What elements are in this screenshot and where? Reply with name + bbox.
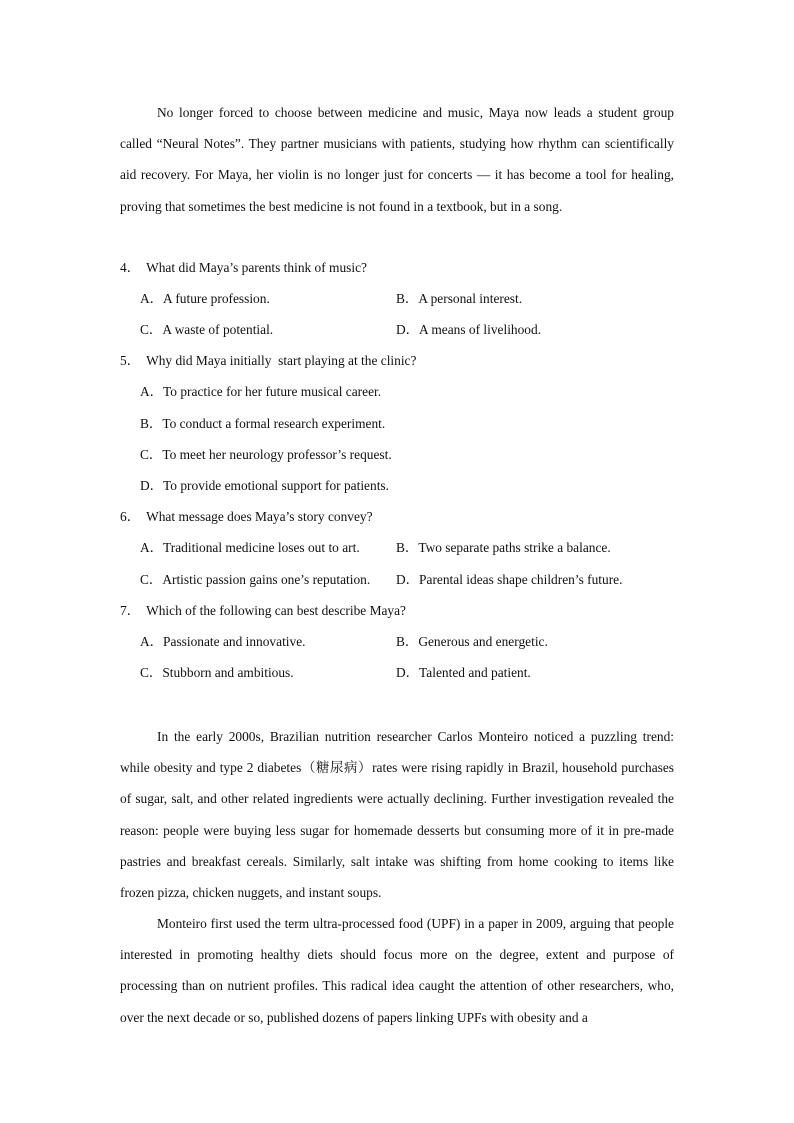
passage2-paragraph-1: In the early 2000s, Brazilian nutrition researcher Carlos Monteiro noticed a puzzling trend: while obesity and type 2 diabetes（糖尿病）rates were rising rapidly in Brazil, household purchases of sugar, salt, and other related ingredients were actually declining. Further investigation revealed the reason: people were buying less sugar for homemade desserts but consuming more of it in pre-made pastries and breakfast cereals. Similarly, salt intake was shifting from home cooking to items like frozen pizza, chicken nuggets, and instant soups.	[120, 729, 674, 901]
option-c: C．Stubborn and ambitious.	[140, 665, 294, 680]
option-b: B．To conduct a formal research experiment.	[140, 416, 386, 431]
question-number: 6．	[120, 509, 141, 524]
option-d: D．Talented and patient.	[396, 665, 531, 680]
option-a: A．Traditional medicine loses out to art.	[140, 540, 360, 555]
question-5	[120, 351, 416, 371]
passage1-paragraph: No longer forced to choose between medicine and music, Maya now leads a student group called “Neural Notes”. They partner musicians with patients, studying how rhythm can scientifically aid recovery. For Maya, her violin is no longer just for concerts — it has become a tool for healing, proving that sometimes the best medicine is not found in a textbook, but in a song.	[120, 105, 674, 214]
option-d: D．To provide emotional support for patients.	[140, 478, 389, 493]
question-stem: Why did Maya initially start playing at the clinic?	[146, 353, 417, 368]
question-number: 7．	[120, 603, 141, 618]
option-b: B．A personal interest.	[396, 291, 523, 306]
question-stem: Which of the following can best describe Maya?	[146, 603, 407, 618]
option-b: B．Generous and energetic.	[396, 634, 548, 649]
option-a: A．Passionate and innovative.	[140, 634, 306, 649]
option-c: C．To meet her neurology professor’s request.	[140, 447, 392, 462]
option-a: A．A future profession.	[140, 291, 270, 306]
passage2-paragraph-2: Monteiro first used the term ultra-processed food (UPF) in a paper in 2009, arguing that people interested in promoting healthy diets should focus more on the degree, extent and purpose of processing than on nutrient profiles. This radical idea caught the attention of other researchers, who, over the next decade or so, published dozens of papers linking UPFs with obesity and a	[120, 916, 674, 1025]
option-c: C．A waste of potential.	[140, 322, 274, 337]
question-number: 5．	[120, 353, 141, 368]
question-4	[120, 258, 367, 278]
option-c: C．Artistic passion gains one’s reputation.	[140, 572, 371, 587]
question-number: 4．	[120, 260, 141, 275]
option-d: D．Parental ideas shape children’s future.	[396, 572, 623, 587]
option-b: B．Two separate paths strike a balance.	[396, 540, 611, 555]
question-6	[120, 507, 373, 527]
option-a: A．To practice for her future musical career.	[140, 384, 382, 399]
question-stem: What message does Maya’s story convey?	[146, 509, 373, 524]
question-stem: What did Maya’s parents think of music?	[146, 260, 367, 275]
question-7	[120, 601, 406, 621]
option-d: D．A means of livelihood.	[396, 322, 542, 337]
